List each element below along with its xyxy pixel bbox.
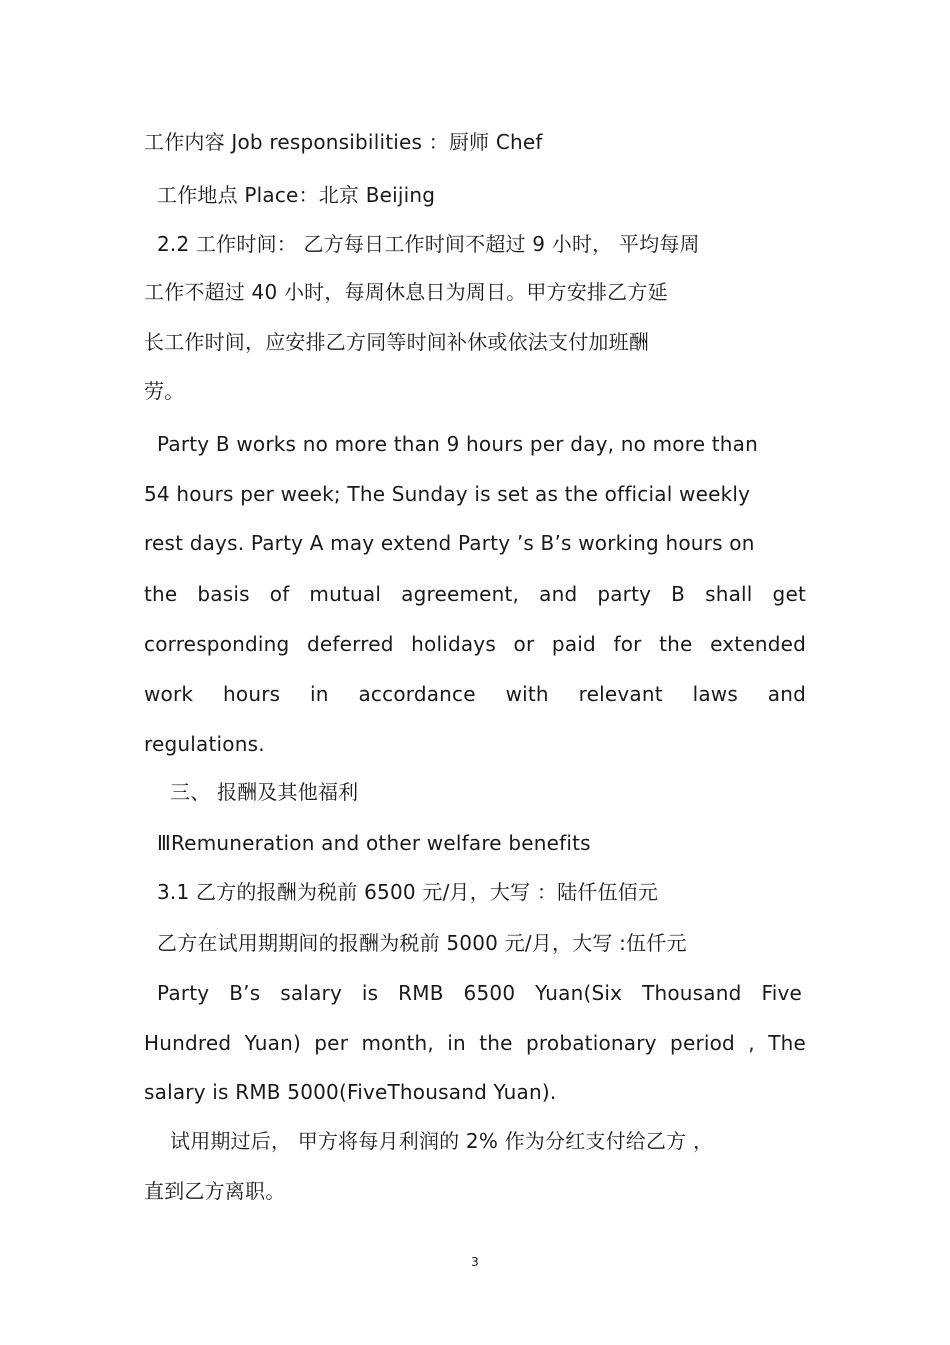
- english-hours-line-2: 54 hours per week; The Sunday is set as the official weekly: [144, 482, 751, 506]
- english-salary-line-3: salary is RMB 5000(FiveThousand Yuan).: [144, 1080, 557, 1104]
- working-hours-line-3: 长工作时间，应安排乙方同等时间补休或依法支付加班酬: [144, 330, 649, 354]
- place-line: 工作地点 Place：北京 Beijing: [157, 183, 436, 207]
- english-hours-line-5: corresponding deferred holidays or paid for the extended: [144, 632, 806, 656]
- job-responsibilities-line: 工作内容 Job responsibilities ：厨师 Chef: [144, 130, 543, 154]
- english-hours-line-1: Party B works no more than 9 hours per day, no more than: [157, 432, 759, 456]
- english-salary-line-2: Hundred Yuan) per month, in the probationary period , The: [144, 1031, 806, 1055]
- section-three-heading-english: ⅢRemuneration and other welfare benefits: [157, 831, 591, 855]
- english-hours-line-6: work hours in accordance with relevant laws and: [144, 682, 806, 706]
- bonus-line-1: 试用期过后， 甲方将每月利润的 2% 作为分红支付给乙方 ，: [170, 1129, 714, 1153]
- page-number: 3: [471, 1255, 479, 1269]
- working-hours-line-4: 劳。: [144, 379, 185, 403]
- salary-line: 3.1 乙方的报酬为税前 6500 元/月，大写 ：陆仟伍佰元: [157, 880, 659, 904]
- english-hours-line-3: rest days. Party A may extend Party ’s B’s working hours on: [144, 531, 755, 555]
- working-hours-line-1: 2.2 工作时间： 乙方每日工作时间不超过 9 小时， 平均每周: [157, 232, 700, 256]
- working-hours-line-2: 工作不超过 40 小时，每周休息日为周日。甲方安排乙方延: [144, 280, 668, 304]
- bonus-line-2: 直到乙方离职。: [144, 1179, 286, 1203]
- section-three-heading: 三、 报酬及其他福利: [170, 780, 359, 804]
- english-salary-line-1: Party B’s salary is RMB 6500 Yuan(Six Thousand Five: [157, 981, 802, 1005]
- english-hours-line-7: regulations.: [144, 732, 265, 756]
- probation-salary-line: 乙方在试用期期间的报酬为税前 5000 元/月，大写 :伍仟元: [157, 931, 687, 955]
- english-hours-line-4: the basis of mutual agreement, and party B shall get: [144, 582, 806, 606]
